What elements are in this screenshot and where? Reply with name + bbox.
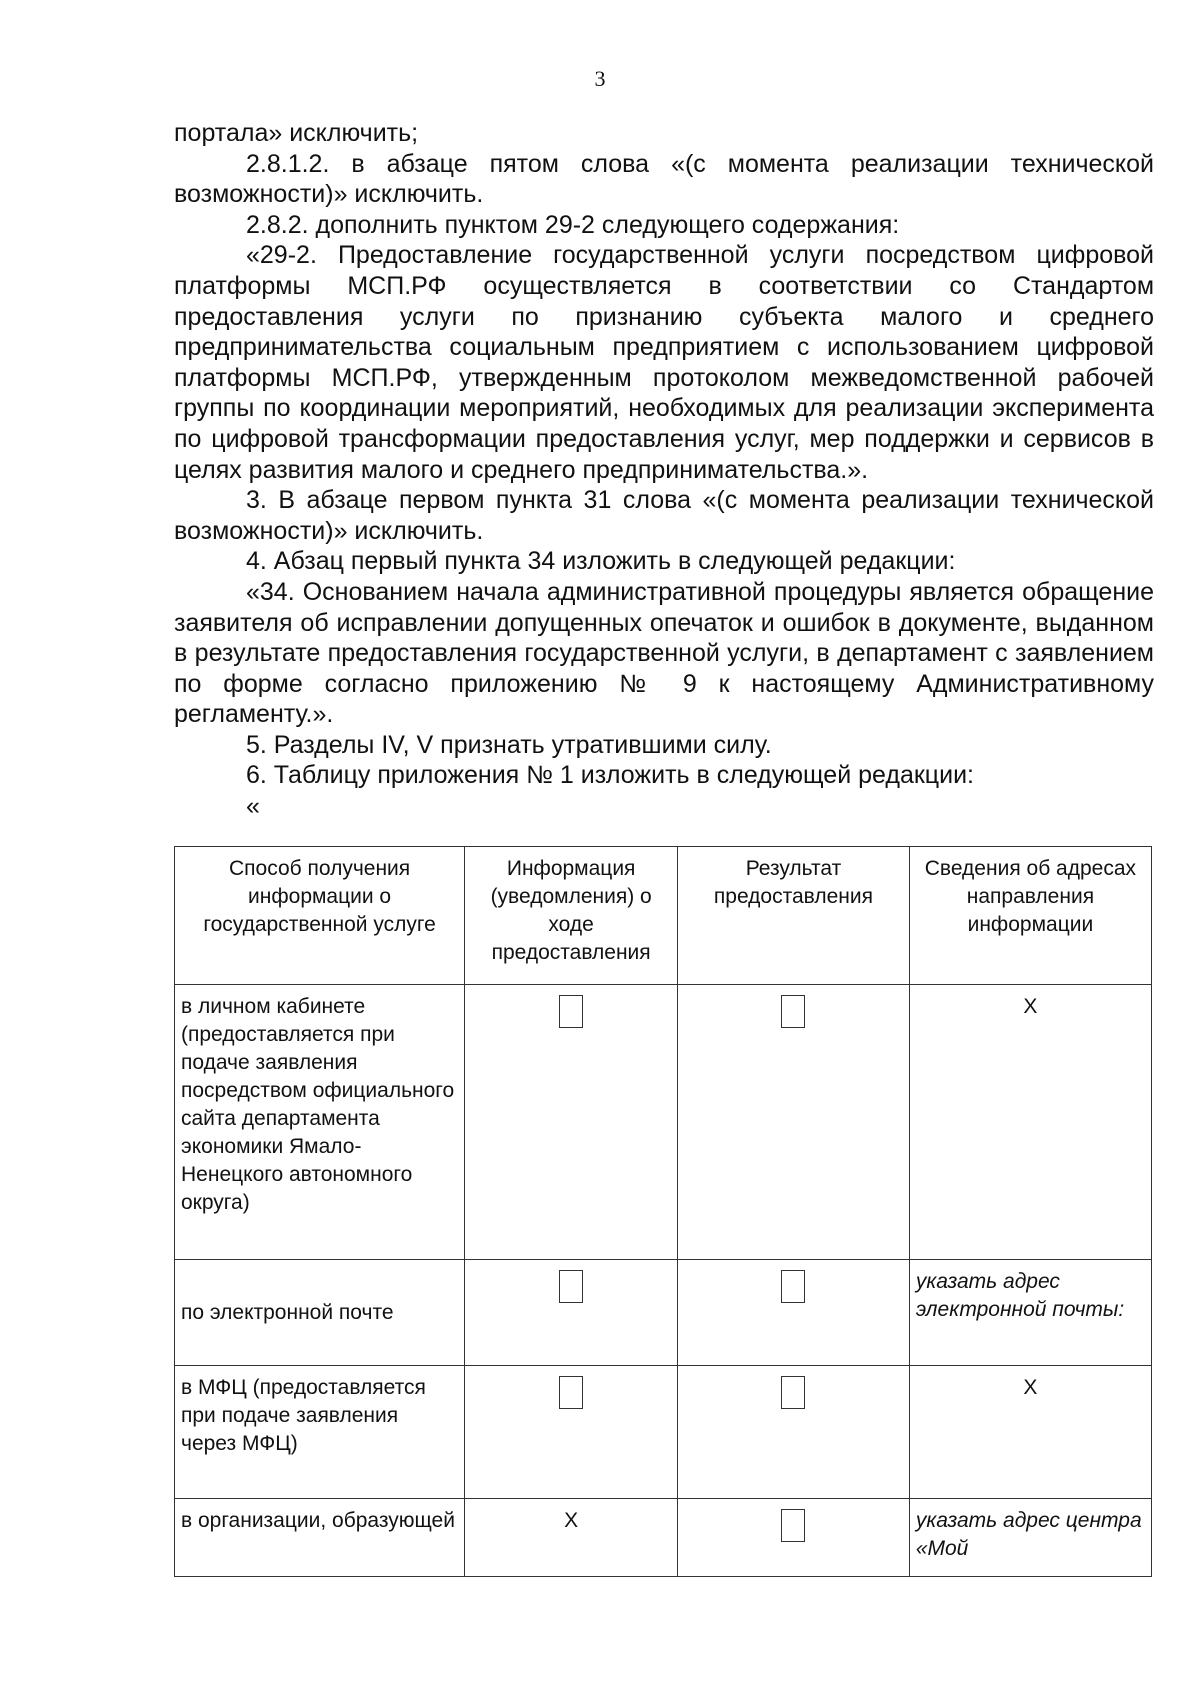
checkbox-icon[interactable] (559, 1270, 583, 1303)
paragraph: «34. Основанием начала административной процедуры является обращение заявителя об исправлении допущенных опечаток и ошибок в документе, выданном в результате предоставления государственной услуги, в департамент с заявлением по форме согласно приложению № 9 к настоящему Административному регламенту.». (174, 577, 1154, 729)
table-row (175, 1260, 1152, 1366)
checkbox-icon[interactable] (559, 995, 583, 1028)
checkbox-icon[interactable] (781, 1509, 805, 1542)
address-cell: указать адрес электронной почты: (909, 1260, 1151, 1366)
header-method: Способ получения информации о государственной услуге (175, 847, 465, 985)
table-header-row (175, 847, 1152, 985)
paragraph: 6. Таблицу приложения № 1 изложить в следующей редакции: (246, 761, 974, 790)
page-number: 3 (594, 66, 606, 91)
header-result: Результат предоставления (678, 847, 910, 985)
paragraph: портала» исключить; (174, 119, 419, 147)
header-address: Сведения об адресах направления информации (909, 847, 1151, 985)
checkbox-icon[interactable] (781, 1376, 805, 1409)
paragraph: 3. В абзаце первом пункта 31 слова «(с момента реализации технической возможности)» исключить. (174, 486, 1154, 545)
paragraph: 2.8.2. дополнить пунктом 29-2 следующего содержания: (246, 210, 900, 239)
paragraph: 4. Абзац первый пункта 34 изложить в следующей редакции: (246, 547, 956, 576)
address-cell: X (909, 1366, 1151, 1499)
checkbox-icon[interactable] (559, 1376, 583, 1409)
document-body (174, 118, 1154, 822)
table-row (175, 985, 1152, 1260)
progress-cell: X (465, 1499, 678, 1577)
checkbox-icon[interactable] (781, 995, 805, 1028)
progress-cell (465, 985, 678, 1260)
progress-cell (465, 1366, 678, 1499)
table-row (175, 1499, 1152, 1577)
result-cell (678, 1366, 910, 1499)
address-cell: X (909, 985, 1151, 1260)
method-cell: в организации, образующей (175, 1499, 465, 1577)
method-cell: в личном кабинете (предоставляется при подаче заявления посредством официального сайта департамента экономики Ямало-Ненецкого автономного округа) (175, 985, 465, 1260)
result-cell (678, 1260, 910, 1366)
address-cell: указать адрес центра «Мой (909, 1499, 1151, 1577)
result-cell (678, 985, 910, 1260)
notification-methods-table (174, 846, 1152, 1577)
result-cell (678, 1499, 910, 1577)
method-cell: по электронной почте (175, 1260, 465, 1366)
paragraph: 5. Разделы IV, V признать утратившими силу. (246, 730, 772, 759)
header-progress: Информация (уведомления) о ходе предоставления (465, 847, 678, 985)
method-cell: в МФЦ (предоставляется при подаче заявления через МФЦ) (175, 1366, 465, 1499)
checkbox-icon[interactable] (781, 1270, 805, 1303)
paragraph: «29-2. Предоставление государственной услуги посредством цифровой платформы МСП.РФ осуществляется в соответствии со Стандартом предоставления услуги по признанию субъекта малого и среднего предпринимательства социальным предприятием с использованием цифровой платформы МСП.РФ, утвержденным протоколом межведомственной рабочей группы по координации мероприятий, необходимых для реализации эксперимента по цифровой трансформации предоставления услуг, мер поддержки и сервисов в целях развития малого и среднего предпринимательства.». (174, 241, 1154, 484)
progress-cell (465, 1260, 678, 1366)
paragraph: 2.8.1.2. в абзаце пятом слова «(с момента реализации технической возможности)» исключить. (174, 149, 1154, 209)
opening-quote: « (246, 792, 260, 821)
table-row (175, 1366, 1152, 1499)
